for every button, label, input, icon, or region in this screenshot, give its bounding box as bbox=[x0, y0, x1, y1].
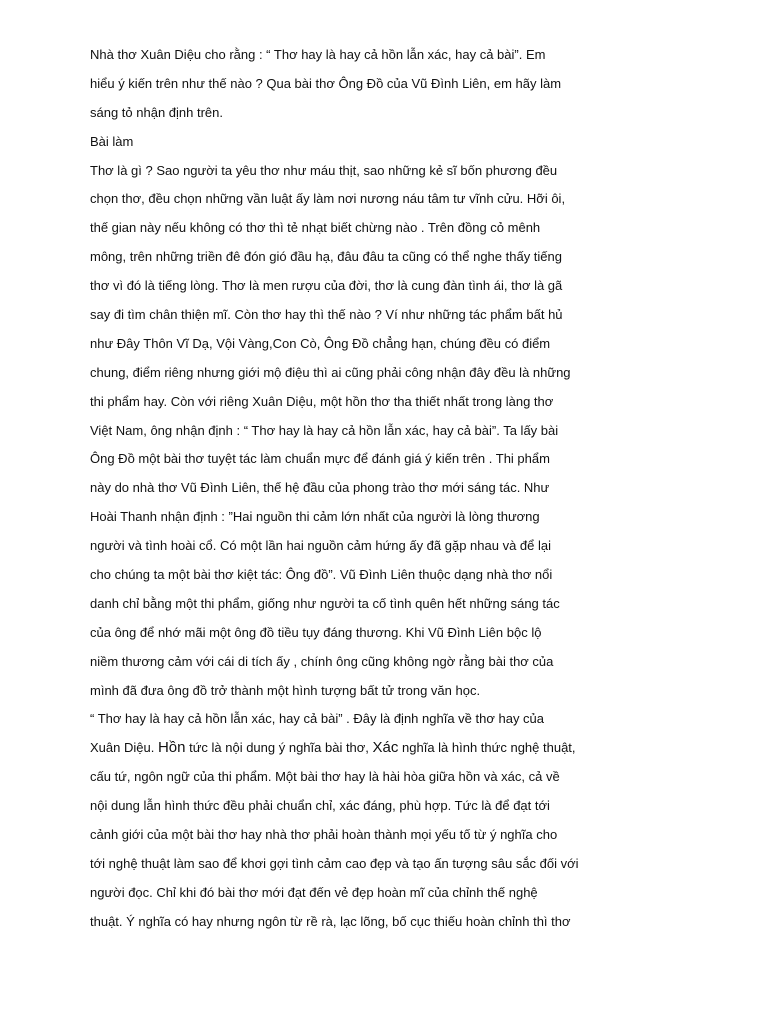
text-line: Nhà thơ Xuân Diệu cho rằng : “ Thơ hay là hay cả hồn lẫn xác, hay cả bài”. Em bbox=[90, 47, 546, 62]
text-line: Ông Đồ một bài thơ tuyệt tác làm chuẩn mực để đánh giá ý kiến trên . Thi phẩm bbox=[90, 451, 550, 467]
text-line: Hoài Thanh nhận định : ”Hai nguồn thi cảm lớn nhất của người là lòng thương bbox=[90, 509, 540, 525]
text-line: danh chỉ bằng một thi phẩm, giống như người ta cố tình quên hết những sáng tác bbox=[90, 595, 560, 611]
text-line: sáng tỏ nhận định trên. bbox=[90, 104, 223, 120]
text-line: mông, trên những triền đê đón gió đầu hạ, đâu đâu ta cũng có thể nghe thấy tiếng bbox=[90, 249, 562, 265]
text-line: cảnh giới của một bài thơ hay nhà thơ phải hoàn thành mọi yếu tố từ ý nghĩa cho bbox=[90, 827, 558, 843]
text-line: chung, điểm riêng nhưng giới mộ điệu thì ai cũng phải công nhận đây đều là những bbox=[90, 364, 571, 380]
text-line bbox=[90, 734, 690, 763]
text-line: này do nhà thơ Vũ Đình Liên, thế hệ đầu của phong trào thơ mới sáng tác. Như bbox=[90, 480, 550, 496]
section-heading: Bài làm bbox=[90, 133, 134, 149]
text-line: thơ vì đó là tiếng lòng. Thơ là men rượu của đời, thơ là cung đàn tình ái, thơ là gã bbox=[90, 278, 563, 294]
text-line: hiểu ý kiến trên như thế nào ? Qua bài thơ Ông Đồ của Vũ Đình Liên, em hãy làm bbox=[90, 75, 562, 91]
text-line: tới nghệ thuật làm sao để khơi gợi tình cảm cao đẹp và tạo ấn tượng sâu sắc đối với bbox=[90, 855, 579, 871]
text-line: chọn thơ, đều chọn những vần luật ấy làm nơi nương náu tâm tư vĩnh cửu. Hỡi ôi, bbox=[90, 191, 566, 207]
text-fragment: Xuân Diệu. bbox=[90, 740, 158, 756]
text-line: người và tình hoài cổ. Có một lần hai nguồn cảm hứng ấy đã gặp nhau và để lại bbox=[90, 538, 552, 554]
text-fragment: tức là nội dung ý nghĩa bài thơ, bbox=[185, 740, 373, 756]
text-line: nội dung lẫn hình thức đều phải chuẩn chỉ, xác đáng, phù hợp. Tức là để đạt tới bbox=[90, 798, 550, 814]
text-fragment-emphasis: Xác bbox=[372, 739, 399, 757]
text-line: thi phẩm hay. Còn với riêng Xuân Diệu, một hồn thơ tha thiết nhất trong làng thơ bbox=[90, 393, 554, 409]
text-line: say đi tìm chân thiện mĩ. Còn thơ hay thì thế nào ? Ví như những tác phẩm bất hủ bbox=[90, 307, 563, 323]
text-line: “ Thơ hay là hay cả hồn lẫn xác, hay cả bài” . Đây là định nghĩa về thơ hay của bbox=[90, 711, 545, 727]
text-fragment: nghĩa là hình thức nghệ thuật, bbox=[398, 740, 576, 756]
text-line: cấu tứ, ngôn ngữ của thi phẩm. Một bài thơ hay là hài hòa giữa hồn và xác, cả về bbox=[90, 769, 560, 785]
text-line: cho chúng ta một bài thơ kiệt tác: Ông đồ”. Vũ Đình Liên thuộc dạng nhà thơ nổi bbox=[90, 567, 553, 583]
text-line: mình đã đưa ông đồ trở thành một hình tượng bất tử trong văn học. bbox=[90, 682, 481, 698]
text-line: như Đây Thôn Vĩ Dạ, Vội Vàng,Con Cò, Ông Đồ chẳng hạn, chúng đều có điểm bbox=[90, 335, 551, 351]
text-line: Thơ là gì ? Sao người ta yêu thơ như máu thịt, sao những kẻ sĩ bốn phương đều bbox=[90, 162, 558, 178]
text-line: thế gian này nếu không có thơ thì tẻ nhạt biết chừng nào . Trên đồng cỏ mênh bbox=[90, 220, 541, 236]
text-line: Việt Nam, ông nhận định : “ Thơ hay là hay cả hồn lẫn xác, hay cả bài”. Ta lấy bài bbox=[90, 422, 559, 438]
text-line: người đọc. Chỉ khi đó bài thơ mới đạt đến vẻ đẹp hoàn mĩ của chỉnh thế nghệ bbox=[90, 884, 538, 900]
text-line: niềm thương cảm với cái di tích ấy , chính ông cũng không ngờ rằng bài thơ của bbox=[90, 653, 554, 669]
text-line: của ông để nhớ mãi một ông đồ tiều tụy đáng thương. Khi Vũ Đình Liên bộc lộ bbox=[90, 624, 542, 640]
text-fragment-emphasis: Hồn bbox=[157, 739, 186, 757]
document-body bbox=[90, 41, 690, 937]
text-line: thuật. Ý nghĩa có hay nhưng ngôn từ rề rà, lạc lõng, bố cục thiếu hoàn chỉnh thì thơ bbox=[90, 913, 571, 929]
